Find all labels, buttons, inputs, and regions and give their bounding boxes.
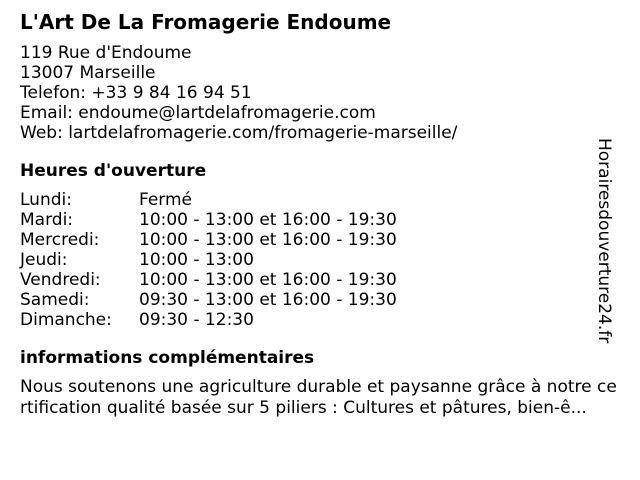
email-line: Email: endoume@lartdelafromagerie.com	[20, 103, 376, 123]
day-hours: 09:30 - 13:00 et 16:00 - 19:30	[139, 290, 397, 310]
hours-row-dimanche	[20, 310, 620, 330]
hours-row-jeudi	[20, 250, 620, 270]
day-hours: Fermé	[139, 190, 193, 210]
day-label: Jeudi:	[20, 250, 68, 270]
web-line: Web: lartdelafromagerie.com/fromagerie-marseille/	[20, 123, 458, 143]
address-line-city: 13007 Marseille	[20, 63, 156, 83]
contact-block	[20, 43, 620, 143]
store-info-card	[20, 10, 620, 419]
hours-row-lundi	[20, 190, 620, 210]
day-label: Samedi:	[20, 290, 90, 310]
day-hours: 09:30 - 12:30	[139, 310, 254, 330]
info-description: Nous soutenons une agriculture durable et paysanne grâce à notre certification qualité basée sur 5 piliers : Cultures et pâtures, bien-ê...	[20, 377, 617, 418]
day-hours: 10:00 - 13:00 et 16:00 - 19:30	[139, 210, 397, 230]
day-label: Lundi:	[20, 190, 72, 210]
site-watermark: Horairesdouverture24.fr	[594, 138, 614, 344]
day-hours: 10:00 - 13:00 et 16:00 - 19:30	[139, 270, 397, 290]
hours-heading: Heures d'ouverture	[20, 161, 207, 181]
info-heading: informations complémentaires	[20, 348, 315, 368]
hours-row-vendredi	[20, 270, 620, 290]
address-line-street: 119 Rue d'Endoume	[20, 43, 192, 63]
hours-row-samedi	[20, 290, 620, 310]
day-label: Mardi:	[20, 210, 74, 230]
phone-line: Telefon: +33 9 84 16 94 51	[20, 83, 252, 103]
store-name: L'Art De La Fromagerie Endoume	[20, 10, 392, 34]
hours-row-mercredi	[20, 230, 620, 250]
day-label: Dimanche:	[20, 310, 112, 330]
day-label: Mercredi:	[20, 230, 100, 250]
day-label: Vendredi:	[20, 270, 101, 290]
hours-row-mardi	[20, 210, 620, 230]
hours-table	[20, 190, 620, 330]
day-hours: 10:00 - 13:00 et 16:00 - 19:30	[139, 230, 397, 250]
day-hours: 10:00 - 13:00	[139, 250, 254, 270]
